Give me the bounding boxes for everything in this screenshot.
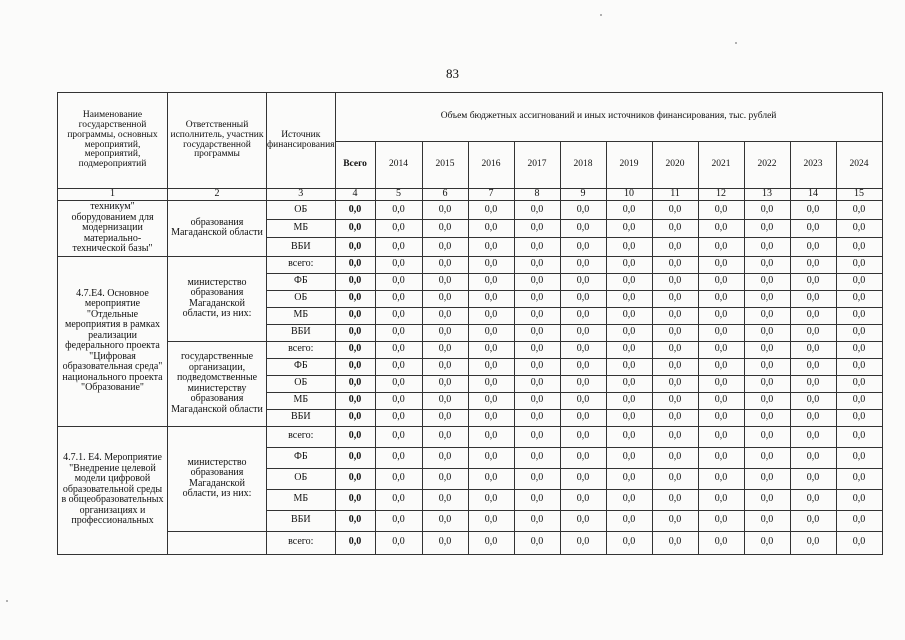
year-value-cell: 0,0: [606, 409, 652, 426]
header-year: 2020: [652, 142, 698, 189]
year-value-cell: 0,0: [514, 290, 560, 307]
year-value-cell: 0,0: [468, 510, 514, 531]
year-value-cell: 0,0: [468, 375, 514, 392]
year-value-cell: 0,0: [375, 531, 422, 554]
funding-source-cell: ВБИ: [267, 510, 336, 531]
year-value-cell: 0,0: [652, 510, 698, 531]
year-value-cell: 0,0: [652, 219, 698, 238]
year-value-cell: 0,0: [698, 510, 744, 531]
funding-source-cell: всего:: [267, 341, 336, 358]
year-value-cell: 0,0: [560, 375, 606, 392]
header-year: 2018: [560, 142, 606, 189]
year-value-cell: 0,0: [468, 358, 514, 375]
year-value-cell: 0,0: [468, 468, 514, 489]
total-cell: 0,0: [335, 468, 375, 489]
year-value-cell: 0,0: [422, 324, 468, 341]
year-value-cell: 0,0: [606, 201, 652, 220]
year-value-cell: 0,0: [422, 531, 468, 554]
year-value-cell: 0,0: [606, 273, 652, 290]
funding-source-cell: МБ: [267, 489, 336, 510]
year-value-cell: 0,0: [652, 201, 698, 220]
year-value-cell: 0,0: [375, 273, 422, 290]
year-value-cell: 0,0: [606, 307, 652, 324]
year-value-cell: 0,0: [375, 341, 422, 358]
year-value-cell: 0,0: [375, 510, 422, 531]
year-value-cell: 0,0: [698, 256, 744, 273]
year-value-cell: 0,0: [422, 219, 468, 238]
year-value-cell: 0,0: [744, 219, 790, 238]
year-value-cell: 0,0: [375, 409, 422, 426]
year-value-cell: 0,0: [790, 290, 836, 307]
year-value-cell: 0,0: [652, 375, 698, 392]
table-row: [58, 341, 883, 358]
year-value-cell: 0,0: [652, 290, 698, 307]
executor-cell: государственные организации, подведомственные министерству образования Магаданской области: [168, 341, 267, 426]
year-value-cell: 0,0: [744, 426, 790, 447]
year-value-cell: 0,0: [422, 489, 468, 510]
column-number: 4: [335, 189, 375, 201]
year-value-cell: 0,0: [560, 238, 606, 257]
year-value-cell: 0,0: [698, 238, 744, 257]
year-value-cell: 0,0: [652, 358, 698, 375]
total-cell: 0,0: [335, 447, 375, 468]
year-value-cell: 0,0: [468, 273, 514, 290]
year-value-cell: 0,0: [652, 447, 698, 468]
total-cell: 0,0: [335, 238, 375, 257]
year-value-cell: 0,0: [744, 256, 790, 273]
year-value-cell: 0,0: [652, 409, 698, 426]
year-value-cell: 0,0: [606, 375, 652, 392]
column-number: 7: [468, 189, 514, 201]
column-number: 9: [560, 189, 606, 201]
year-value-cell: 0,0: [744, 489, 790, 510]
year-value-cell: 0,0: [468, 489, 514, 510]
column-number: 15: [836, 189, 882, 201]
year-value-cell: 0,0: [836, 510, 882, 531]
total-cell: 0,0: [335, 489, 375, 510]
year-value-cell: 0,0: [514, 256, 560, 273]
funding-source-cell: ВБИ: [267, 324, 336, 341]
year-value-cell: 0,0: [422, 238, 468, 257]
total-cell: 0,0: [335, 375, 375, 392]
year-value-cell: 0,0: [744, 531, 790, 554]
year-value-cell: 0,0: [606, 531, 652, 554]
funding-source-cell: ОБ: [267, 290, 336, 307]
year-value-cell: 0,0: [698, 273, 744, 290]
year-value-cell: 0,0: [744, 447, 790, 468]
table-row: [58, 426, 883, 447]
year-value-cell: 0,0: [836, 375, 882, 392]
year-value-cell: 0,0: [790, 219, 836, 238]
year-value-cell: 0,0: [606, 256, 652, 273]
year-value-cell: 0,0: [698, 468, 744, 489]
year-value-cell: 0,0: [698, 290, 744, 307]
year-value-cell: 0,0: [836, 201, 882, 220]
year-value-cell: 0,0: [375, 219, 422, 238]
year-value-cell: 0,0: [836, 392, 882, 409]
year-value-cell: 0,0: [514, 201, 560, 220]
year-value-cell: 0,0: [468, 447, 514, 468]
column-number: 10: [606, 189, 652, 201]
year-value-cell: 0,0: [422, 358, 468, 375]
year-value-cell: 0,0: [652, 256, 698, 273]
header-year: 2016: [468, 142, 514, 189]
year-value-cell: 0,0: [468, 426, 514, 447]
year-value-cell: 0,0: [698, 489, 744, 510]
year-value-cell: 0,0: [422, 426, 468, 447]
year-value-cell: 0,0: [652, 238, 698, 257]
year-value-cell: 0,0: [606, 468, 652, 489]
header-year: 2022: [744, 142, 790, 189]
year-value-cell: 0,0: [606, 341, 652, 358]
year-value-cell: 0,0: [744, 341, 790, 358]
year-value-cell: 0,0: [836, 256, 882, 273]
funding-source-cell: ФБ: [267, 273, 336, 290]
year-value-cell: 0,0: [790, 468, 836, 489]
year-value-cell: 0,0: [514, 447, 560, 468]
year-value-cell: 0,0: [744, 409, 790, 426]
column-number: 8: [514, 189, 560, 201]
year-value-cell: 0,0: [514, 468, 560, 489]
table-row: [58, 201, 883, 220]
column-number: 5: [375, 189, 422, 201]
year-value-cell: 0,0: [468, 238, 514, 257]
year-value-cell: 0,0: [422, 468, 468, 489]
year-value-cell: 0,0: [422, 290, 468, 307]
year-value-cell: 0,0: [698, 307, 744, 324]
year-value-cell: 0,0: [606, 510, 652, 531]
total-cell: 0,0: [335, 256, 375, 273]
year-value-cell: 0,0: [468, 324, 514, 341]
year-value-cell: 0,0: [606, 324, 652, 341]
year-value-cell: 0,0: [744, 273, 790, 290]
total-cell: 0,0: [335, 531, 375, 554]
header-executor: Ответственный исполнитель, участник государственной программы: [168, 93, 267, 189]
funding-source-cell: ФБ: [267, 447, 336, 468]
total-cell: 0,0: [335, 307, 375, 324]
scan-speck: [6, 600, 8, 602]
year-value-cell: 0,0: [422, 201, 468, 220]
column-number: 1: [58, 189, 168, 201]
year-value-cell: 0,0: [744, 201, 790, 220]
scan-speck: [600, 14, 602, 16]
year-value-cell: 0,0: [375, 358, 422, 375]
year-value-cell: 0,0: [468, 307, 514, 324]
year-value-cell: 0,0: [560, 324, 606, 341]
funding-source-cell: ВБИ: [267, 409, 336, 426]
year-value-cell: 0,0: [790, 510, 836, 531]
year-value-cell: 0,0: [375, 375, 422, 392]
year-value-cell: 0,0: [652, 307, 698, 324]
header-year: 2019: [606, 142, 652, 189]
year-value-cell: 0,0: [514, 341, 560, 358]
executor-cell: образования Магаданской области: [168, 201, 267, 257]
year-value-cell: 0,0: [514, 510, 560, 531]
year-value-cell: 0,0: [375, 447, 422, 468]
year-value-cell: 0,0: [652, 392, 698, 409]
header-row-top: [58, 93, 883, 142]
column-number: 14: [790, 189, 836, 201]
year-value-cell: 0,0: [836, 489, 882, 510]
year-value-cell: 0,0: [652, 273, 698, 290]
funding-source-cell: ОБ: [267, 468, 336, 489]
year-value-cell: 0,0: [514, 426, 560, 447]
year-value-cell: 0,0: [375, 489, 422, 510]
year-value-cell: 0,0: [698, 375, 744, 392]
year-value-cell: 0,0: [744, 307, 790, 324]
funding-source-cell: всего:: [267, 531, 336, 554]
header-name: Наименование государственной программы, основных мероприятий, мероприятий, подмероприятий: [58, 93, 168, 189]
table-body: [58, 201, 883, 555]
year-value-cell: 0,0: [790, 201, 836, 220]
column-number: 12: [698, 189, 744, 201]
year-value-cell: 0,0: [606, 358, 652, 375]
total-cell: 0,0: [335, 273, 375, 290]
year-value-cell: 0,0: [698, 324, 744, 341]
year-value-cell: 0,0: [652, 324, 698, 341]
year-value-cell: 0,0: [652, 468, 698, 489]
year-value-cell: 0,0: [790, 426, 836, 447]
year-value-cell: 0,0: [606, 290, 652, 307]
year-value-cell: 0,0: [606, 489, 652, 510]
year-value-cell: 0,0: [606, 426, 652, 447]
total-cell: 0,0: [335, 290, 375, 307]
year-value-cell: 0,0: [836, 341, 882, 358]
program-name-cell: 4.7.Е4. Основное мероприятие "Отдельные мероприятия в рамках реализации федерального проекта "Цифровая образовательная среда" национального проекта "Образование": [58, 256, 168, 426]
year-value-cell: 0,0: [836, 324, 882, 341]
year-value-cell: 0,0: [468, 219, 514, 238]
year-value-cell: 0,0: [744, 510, 790, 531]
year-value-cell: 0,0: [790, 392, 836, 409]
year-value-cell: 0,0: [790, 447, 836, 468]
total-cell: 0,0: [335, 219, 375, 238]
header-year: 2015: [422, 142, 468, 189]
funding-source-cell: МБ: [267, 219, 336, 238]
year-value-cell: 0,0: [652, 341, 698, 358]
year-value-cell: 0,0: [698, 219, 744, 238]
header-year: 2014: [375, 142, 422, 189]
year-value-cell: 0,0: [744, 375, 790, 392]
year-value-cell: 0,0: [836, 290, 882, 307]
year-value-cell: 0,0: [698, 426, 744, 447]
total-cell: 0,0: [335, 358, 375, 375]
year-value-cell: 0,0: [468, 290, 514, 307]
funding-source-cell: ВБИ: [267, 238, 336, 257]
year-value-cell: 0,0: [375, 290, 422, 307]
year-value-cell: 0,0: [836, 426, 882, 447]
header-source: Источник финансирования: [267, 93, 336, 189]
year-value-cell: 0,0: [560, 468, 606, 489]
year-value-cell: 0,0: [790, 238, 836, 257]
year-value-cell: 0,0: [836, 531, 882, 554]
year-value-cell: 0,0: [514, 358, 560, 375]
column-number: 13: [744, 189, 790, 201]
year-value-cell: 0,0: [468, 409, 514, 426]
year-value-cell: 0,0: [698, 447, 744, 468]
column-number: 6: [422, 189, 468, 201]
table-row: [58, 531, 883, 554]
year-value-cell: 0,0: [698, 201, 744, 220]
year-value-cell: 0,0: [652, 531, 698, 554]
column-number: 11: [652, 189, 698, 201]
year-value-cell: 0,0: [560, 219, 606, 238]
year-value-cell: 0,0: [836, 238, 882, 257]
year-value-cell: 0,0: [790, 324, 836, 341]
column-number: 2: [168, 189, 267, 201]
year-value-cell: 0,0: [422, 307, 468, 324]
year-value-cell: 0,0: [514, 375, 560, 392]
year-value-cell: 0,0: [652, 426, 698, 447]
year-value-cell: 0,0: [422, 447, 468, 468]
year-value-cell: 0,0: [836, 273, 882, 290]
year-value-cell: 0,0: [422, 392, 468, 409]
year-value-cell: 0,0: [560, 392, 606, 409]
year-value-cell: 0,0: [422, 375, 468, 392]
year-value-cell: 0,0: [560, 489, 606, 510]
budget-table: [57, 92, 883, 555]
header-year: 2021: [698, 142, 744, 189]
year-value-cell: 0,0: [698, 341, 744, 358]
funding-source-cell: всего:: [267, 426, 336, 447]
executor-cell: министерство образования Магаданской области, из них:: [168, 426, 267, 531]
total-cell: 0,0: [335, 409, 375, 426]
table-row: [58, 256, 883, 273]
year-value-cell: 0,0: [652, 489, 698, 510]
page-number: 83: [446, 66, 459, 81]
year-value-cell: 0,0: [790, 358, 836, 375]
header-total: Всего: [335, 142, 375, 189]
funding-source-cell: МБ: [267, 392, 336, 409]
column-number: 3: [267, 189, 336, 201]
year-value-cell: 0,0: [560, 273, 606, 290]
funding-source-cell: ОБ: [267, 201, 336, 220]
scan-speck: [735, 42, 737, 44]
total-cell: 0,0: [335, 426, 375, 447]
year-value-cell: 0,0: [514, 409, 560, 426]
total-cell: 0,0: [335, 341, 375, 358]
year-value-cell: 0,0: [514, 392, 560, 409]
year-value-cell: 0,0: [560, 447, 606, 468]
year-value-cell: 0,0: [698, 358, 744, 375]
year-value-cell: 0,0: [560, 409, 606, 426]
funding-source-cell: всего:: [267, 256, 336, 273]
funding-source-cell: МБ: [267, 307, 336, 324]
year-value-cell: 0,0: [375, 468, 422, 489]
year-value-cell: 0,0: [468, 531, 514, 554]
year-value-cell: 0,0: [514, 324, 560, 341]
year-value-cell: 0,0: [468, 392, 514, 409]
year-value-cell: 0,0: [422, 510, 468, 531]
header-year: 2023: [790, 142, 836, 189]
year-value-cell: 0,0: [744, 324, 790, 341]
year-value-cell: 0,0: [744, 392, 790, 409]
year-value-cell: 0,0: [836, 468, 882, 489]
year-value-cell: 0,0: [790, 256, 836, 273]
year-value-cell: 0,0: [744, 468, 790, 489]
year-value-cell: 0,0: [514, 307, 560, 324]
year-value-cell: 0,0: [468, 256, 514, 273]
year-value-cell: 0,0: [375, 426, 422, 447]
year-value-cell: 0,0: [836, 409, 882, 426]
year-value-cell: 0,0: [560, 510, 606, 531]
year-value-cell: 0,0: [375, 307, 422, 324]
year-value-cell: 0,0: [422, 409, 468, 426]
year-value-cell: 0,0: [375, 238, 422, 257]
program-name-cell: техникум" оборудованием для модернизации материально-технической базы": [58, 201, 168, 257]
year-value-cell: 0,0: [514, 273, 560, 290]
year-value-cell: 0,0: [698, 392, 744, 409]
year-value-cell: 0,0: [790, 341, 836, 358]
year-value-cell: 0,0: [836, 447, 882, 468]
funding-source-cell: ФБ: [267, 358, 336, 375]
year-value-cell: 0,0: [468, 201, 514, 220]
year-value-cell: 0,0: [790, 375, 836, 392]
year-value-cell: 0,0: [514, 238, 560, 257]
year-value-cell: 0,0: [698, 409, 744, 426]
year-value-cell: 0,0: [744, 358, 790, 375]
total-cell: 0,0: [335, 392, 375, 409]
header-year: 2024: [836, 142, 882, 189]
year-value-cell: 0,0: [560, 531, 606, 554]
year-value-cell: 0,0: [560, 201, 606, 220]
year-value-cell: 0,0: [514, 531, 560, 554]
year-value-cell: 0,0: [560, 307, 606, 324]
year-value-cell: 0,0: [836, 307, 882, 324]
year-value-cell: 0,0: [375, 201, 422, 220]
total-cell: 0,0: [335, 510, 375, 531]
year-value-cell: 0,0: [375, 392, 422, 409]
year-value-cell: 0,0: [744, 290, 790, 307]
year-value-cell: 0,0: [560, 426, 606, 447]
header-year: 2017: [514, 142, 560, 189]
year-value-cell: 0,0: [375, 324, 422, 341]
funding-source-cell: ОБ: [267, 375, 336, 392]
executor-cell: [168, 531, 267, 554]
year-value-cell: 0,0: [606, 392, 652, 409]
header-volume: Объем бюджетных ассигнований и иных источников финансирования, тыс. рублей: [335, 93, 882, 142]
year-value-cell: 0,0: [606, 219, 652, 238]
year-value-cell: 0,0: [606, 238, 652, 257]
column-number-row: [58, 189, 883, 201]
total-cell: 0,0: [335, 201, 375, 220]
year-value-cell: 0,0: [606, 447, 652, 468]
executor-cell: министерство образования Магаданской области, из них:: [168, 256, 267, 341]
total-cell: 0,0: [335, 324, 375, 341]
year-value-cell: 0,0: [836, 219, 882, 238]
year-value-cell: 0,0: [560, 341, 606, 358]
year-value-cell: 0,0: [375, 256, 422, 273]
year-value-cell: 0,0: [836, 358, 882, 375]
year-value-cell: 0,0: [422, 256, 468, 273]
year-value-cell: 0,0: [514, 219, 560, 238]
year-value-cell: 0,0: [790, 409, 836, 426]
year-value-cell: 0,0: [514, 489, 560, 510]
program-name-cell: 4.7.1. Е4. Мероприятие "Внедрение целевой модели цифровой образовательной среды в общеобразовательных организациях и профессиональных: [58, 426, 168, 554]
year-value-cell: 0,0: [790, 273, 836, 290]
year-value-cell: 0,0: [790, 531, 836, 554]
year-value-cell: 0,0: [560, 358, 606, 375]
year-value-cell: 0,0: [744, 238, 790, 257]
year-value-cell: 0,0: [468, 341, 514, 358]
year-value-cell: 0,0: [560, 290, 606, 307]
year-value-cell: 0,0: [560, 256, 606, 273]
year-value-cell: 0,0: [422, 273, 468, 290]
year-value-cell: 0,0: [698, 531, 744, 554]
year-value-cell: 0,0: [790, 489, 836, 510]
year-value-cell: 0,0: [422, 341, 468, 358]
year-value-cell: 0,0: [790, 307, 836, 324]
